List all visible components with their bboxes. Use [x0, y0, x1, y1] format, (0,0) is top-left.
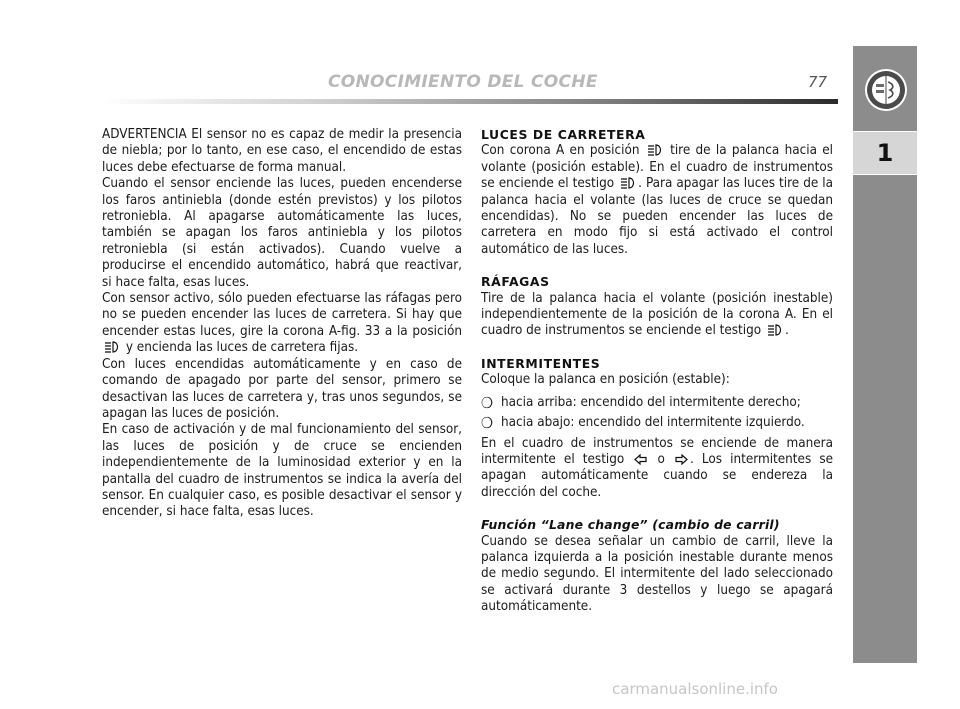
list-item: [481, 395, 833, 411]
paragraph: Cuando el sensor enciende las luces, pueden encenderse los faros antiniebla (donde estén previstos) y los pilotos retroniebla. Al apagarse automáticamente las luces, también se apagan los faros antiniebla y los pilotos retroniebla (si están activados). Cuando vuelve a producirse el encendido automático, habrá que reactivar, si hace falta, esas luces.: [102, 176, 462, 290]
list-item: [481, 415, 833, 431]
paragraph: [481, 436, 833, 502]
high-beam-icon: [104, 341, 120, 353]
paragraph: En caso de activación y de mal funcionamiento del sensor, las luces de posición y de cruce se encienden independientemente de la luminosidad exterior y en la pantalla del cuadro de instrumentos se indica la avería del sensor. En cualquier caso, es posible desactivar el sensor y encender, si hace falta, esas luces.: [102, 422, 462, 520]
circle-bullet-icon: ❍: [481, 414, 494, 433]
text: Con sensor activo, sólo pueden efectuarse las ráfagas pero no se pueden encender las luces de carretera. Si hay que encender estas luces, gire la corona A-fig. 33 a la posición: [102, 291, 462, 339]
page-number: 77: [808, 73, 828, 91]
header-rule: [100, 99, 838, 104]
paragraph: ADVERTENCIA El sensor no es capaz de medir la presencia de niebla; por lo tanto, en ese caso, el encendido de estas luces debe efectuarse de forma manual.: [102, 127, 462, 175]
list-item-text: hacia abajo: encendido del intermitente izquierdo.: [501, 415, 805, 431]
high-beam-icon: [647, 144, 663, 156]
paragraph: [481, 143, 833, 258]
text: y encienda las luces de carretera fijas.: [125, 340, 359, 356]
alfa-romeo-logo-icon: [864, 68, 908, 112]
section-heading: RÁFAGAS: [481, 274, 550, 290]
paragraph: [481, 291, 833, 340]
turn-right-arrow-icon: [675, 454, 688, 465]
text: .: [784, 323, 789, 339]
circle-bullet-icon: ❍: [481, 393, 494, 412]
chapter-number: 1: [876, 139, 894, 167]
page-header-title: CONOCIMIENTO DEL COCHE: [328, 72, 598, 92]
list-item-text: hacia arriba: encendido del intermitente derecho;: [501, 394, 801, 410]
text: . Para apagar las luces tire de la palanca hacia el volante (las luces de cruce se quedan encendidas). No se pueden encender las luces de carretera en modo fijo si está activado el control automático de las luces.: [481, 176, 833, 257]
left-column: [102, 127, 462, 521]
text: tire de la palanca hacia el volante (posición estable). En el cuadro de instrumentos se enciende el testigo: [481, 143, 834, 192]
high-beam-icon: [620, 177, 636, 189]
text: Con corona A en posición: [481, 143, 640, 159]
right-column: [481, 127, 833, 622]
text: o: [657, 451, 665, 467]
paragraph: Con luces encendidas automáticamente y en caso de comando de apagado por parte del sensor, primero se desactivan las luces de carretera y, tras unos segundos, se apagan las luces de posición.: [102, 356, 462, 421]
section-heading: INTERMITENTES: [481, 355, 601, 371]
section-heading: LUCES DE CARRETERA: [481, 127, 646, 142]
watermark: carmanualsonline.info: [612, 680, 778, 698]
paragraph: Coloque la palanca en posición (estable):: [481, 372, 730, 388]
text: Tire de la palanca hacia el volante (posición inestable) independientemente de la posición de la corona A. En el cuadro de instrumentos se enciende el testigo: [481, 290, 833, 339]
turn-left-arrow-icon: [634, 454, 647, 465]
paragraph: [102, 291, 462, 357]
text: En el cuadro de instrumentos se enciende de manera intermitente el testigo: [481, 435, 833, 467]
paragraph: Cuando se desea señalar un cambio de carril, lleve la palanca izquierda a la posición inestable durante menos de medio segundo. El intermitente del lado seleccionado se activará durante 3 destellos y luego se apagará automáticamente.: [481, 533, 833, 615]
section-heading: Función “Lane change” (cambio de carril): [481, 517, 780, 533]
text: . Los intermitentes se apagan automáticamente cuando se endereza la dirección del coche.: [481, 451, 834, 500]
high-beam-icon: [767, 324, 783, 336]
chapter-number-box: [853, 131, 917, 175]
